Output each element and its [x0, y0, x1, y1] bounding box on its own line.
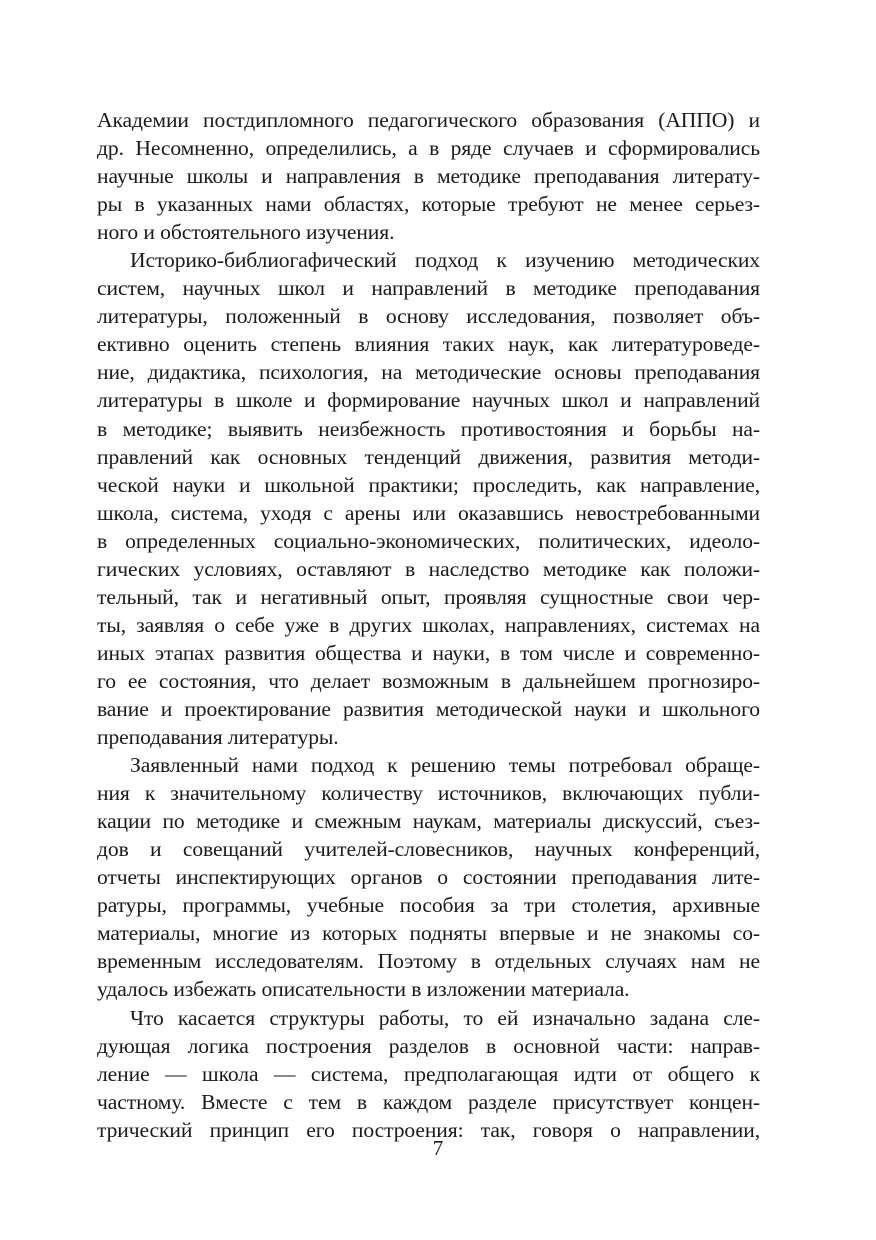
text-line: ного и обстоятельного изучения. [97, 220, 395, 245]
text-line: др. Несомненно, определились, а в ряде случаев и сформировались [97, 136, 760, 161]
text-line: Что касается структуры работы, то ей изначально задана сле- [130, 1005, 760, 1030]
text-line: литературы в школе и формирование научных школ и направлений [97, 388, 760, 413]
paragraph [97, 1004, 760, 1144]
paragraph [97, 106, 760, 246]
text-line: гических условиях, оставляют в наследство методике как положи- [97, 556, 760, 581]
text-line: отчеты инспектирующих органов о состоянии преподавания лите- [97, 865, 760, 890]
text-line: правлений как основных тенденций движения, развития методи- [97, 444, 760, 469]
text-line: ратуры, программы, учебные пособия за три столетия, архивные [97, 893, 760, 918]
text-line: ление — школа — система, предполагающая идти от общего к [97, 1061, 760, 1086]
text-line: иных этапах развития общества и науки, в том числе и современно- [97, 640, 760, 665]
text-line: ективно оценить степень влияния таких наук, как литературоведе- [97, 332, 760, 357]
text-line: литературы, положенный в основу исследования, позволяет объ- [97, 304, 760, 329]
text-line: вание и проектирование развития методической науки и школьного [97, 696, 760, 721]
text-line: ческой науки и школьной практики; проследить, как направление, [97, 472, 760, 497]
paragraph [97, 751, 760, 1003]
text-line: тельный, так и негативный опыт, проявляя сущностные свои чер- [97, 584, 760, 609]
text-line: ние, дидактика, психология, на методические основы преподавания [97, 360, 760, 385]
text-line: в определенных социально-экономических, политических, идеоло- [97, 528, 760, 553]
text-line: кации по методике и смежным наукам, материалы дискуссий, съез- [97, 809, 760, 834]
text-line: преподавания литературы. [97, 725, 339, 750]
text-line: Историко-библиогафический подход к изучению методических [130, 248, 760, 273]
text-line: дов и совещаний учителей-словесников, научных конференций, [97, 837, 760, 862]
text-line: Заявленный нами подход к решению темы потребовал обраще- [130, 753, 760, 778]
text-line: школа, система, уходя с арены или оказавшись невостребованными [97, 500, 760, 525]
text-line: ры в указанных нами областях, которые требуют не менее серьез- [97, 192, 760, 217]
text-line: Академии постдипломного педагогического образования (АППО) и [97, 108, 760, 132]
text-line: трический принцип его построения: так, говоря о направлении, [97, 1117, 760, 1142]
text-line: научные школы и направления в методике преподавания литерату- [97, 164, 760, 189]
text-line: частному. Вместе с тем в каждом разделе присутствует концен- [97, 1089, 760, 1114]
text-line: в методике; выявить неизбежность противостояния и борьбы на- [97, 416, 760, 441]
text-line: ты, заявляя о себе уже в других школах, направлениях, системах на [97, 612, 760, 637]
paragraph [97, 246, 760, 751]
text-line: дующая логика построения разделов в основной части: направ- [97, 1033, 760, 1058]
body-text [97, 106, 760, 1144]
page-number: 7 [432, 1136, 444, 1160]
text-line: систем, научных школ и направлений в методике преподавания [97, 276, 760, 301]
text-line: материалы, многие из которых подняты впервые и не знакомы со- [97, 921, 760, 946]
text-line: го ее состояния, что делает возможным в дальнейшем прогнозиро- [97, 668, 760, 693]
text-line: удалось избежать описательности в изложении материала. [97, 977, 630, 1002]
text-line: ния к значительному количеству источников, включающих публи- [97, 781, 760, 806]
text-line: временным исследователям. Поэтому в отдельных случаях нам не [97, 949, 760, 974]
